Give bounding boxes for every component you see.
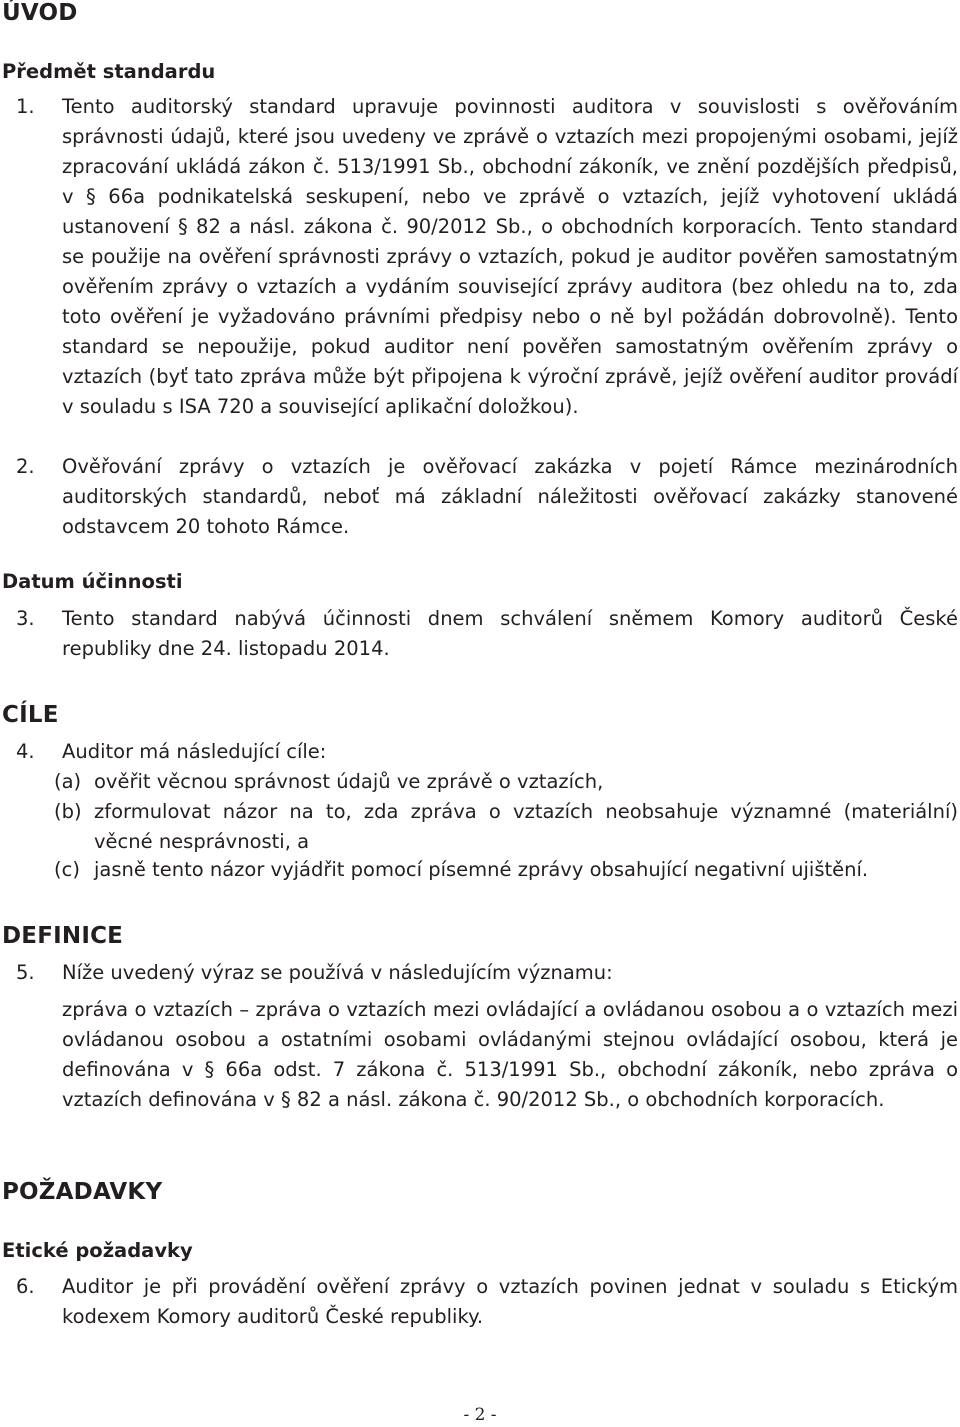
paragraph-text: Níže uvedený výraz se používá v následujícím významu:: [62, 961, 613, 984]
list-item-label: (b): [54, 800, 82, 823]
paragraph-text: Auditor má následující cíle:: [62, 740, 327, 763]
paragraph-number: 5.: [16, 961, 35, 984]
subheading-datum: Datum účinnosti: [2, 570, 183, 593]
subheading-predmet: Předmět standardu: [2, 60, 216, 83]
list-item-text: ověřit věcnou správnost údajů ve zprávě o vztazích,: [94, 770, 604, 793]
paragraph-number: 1.: [16, 95, 35, 118]
paragraph-text: Ověřování zprávy o vztazích je ověřovací zakázka v pojetí Rámce mezinárodních auditorských standardů, neboť má základní náležitosti ověřovací zakázky stanovené odstavcem 20 tohoto Rámce.: [62, 455, 958, 538]
section-heading-definice: DEFINICE: [2, 923, 124, 949]
paragraph-number: 4.: [16, 740, 35, 763]
page-number: - 2 -: [463, 1405, 497, 1425]
list-item-text: zformulovat názor na to, zda zpráva o vztazích neobsahuje významné (materiální) věcné nesprávnosti, a: [94, 800, 958, 853]
paragraph-number: 6.: [16, 1275, 35, 1298]
section-heading-pozadavky: POŽADAVKY: [2, 1179, 163, 1205]
subheading-eticke: Etické požadavky: [2, 1239, 193, 1262]
paragraph-text: Auditor je při provádění ověření zprávy o vztazích povinen jednat v souladu s Etickým kodexem Komory auditorů České republiky.: [62, 1275, 958, 1328]
paragraph-text: Tento auditorský standard upravuje povinnosti auditora v souvislosti s ověřováním správnosti údajů, které jsou uvedeny ve zprávě o vztazích mezi propojenými osobami, jejíž zpracování ukládá zákon č. 513/1991 Sb., obchodní zákoník, ve znění pozdějších předpisů, v § 66a podnikatelská seskupení, nebo ve zprávě o vztazích, jejíž vyhotovení ukládá ustanovení § 82 a násl. zákona č. 90/2012 Sb., o obchodních korporacích. Tento standard se použije na ověření správnosti zprávy o vztazích, pokud je auditor pověřen samostatným ověřením zprávy o vztazích a vydáním související zprávy auditora (bez ohledu na to, zda toto ověření je vyžadováno právními předpisy nebo o ně byl požádán dobrovolně). Tento standard se nepoužije, pokud auditor není pověřen samostatným ověřením zprávy o vztazích (byť tato zpráva může být připojena k výroční zprávě, jejíž ověření auditor provádí v souladu s ISA 720 a související aplikační doložkou).: [62, 95, 958, 418]
paragraph-number: 3.: [16, 607, 35, 630]
section-heading-uvod: ÚVOD: [2, 0, 78, 26]
list-item-label: (a): [54, 770, 82, 793]
paragraph-number: 2.: [16, 455, 35, 478]
list-item-label: (c): [54, 858, 80, 881]
list-item-text: jasně tento názor vyjádřit pomocí písemné zprávy obsahující negativní ujištění.: [94, 858, 869, 881]
definition-text: zpráva o vztazích – zpráva o vztazích mezi ovládající a ovládanou osobou a o vztazích mezi ovládanou osobou a ostatními osobami ovládanými stejnou ovládající osobou, která je definována v § 66a odst. 7 zákona č. 513/1991 Sb., obchodní zákoník, nebo zpráva o vztazích definována v § 82 a násl. zákona č. 90/2012 Sb., o obchodních korporacích.: [62, 998, 958, 1111]
paragraph-text: Tento standard nabývá účinnosti dnem schválení sněmem Komory auditorů České republiky dne 24. listopadu 2014.: [62, 607, 958, 660]
section-heading-cile: CÍLE: [2, 702, 59, 728]
